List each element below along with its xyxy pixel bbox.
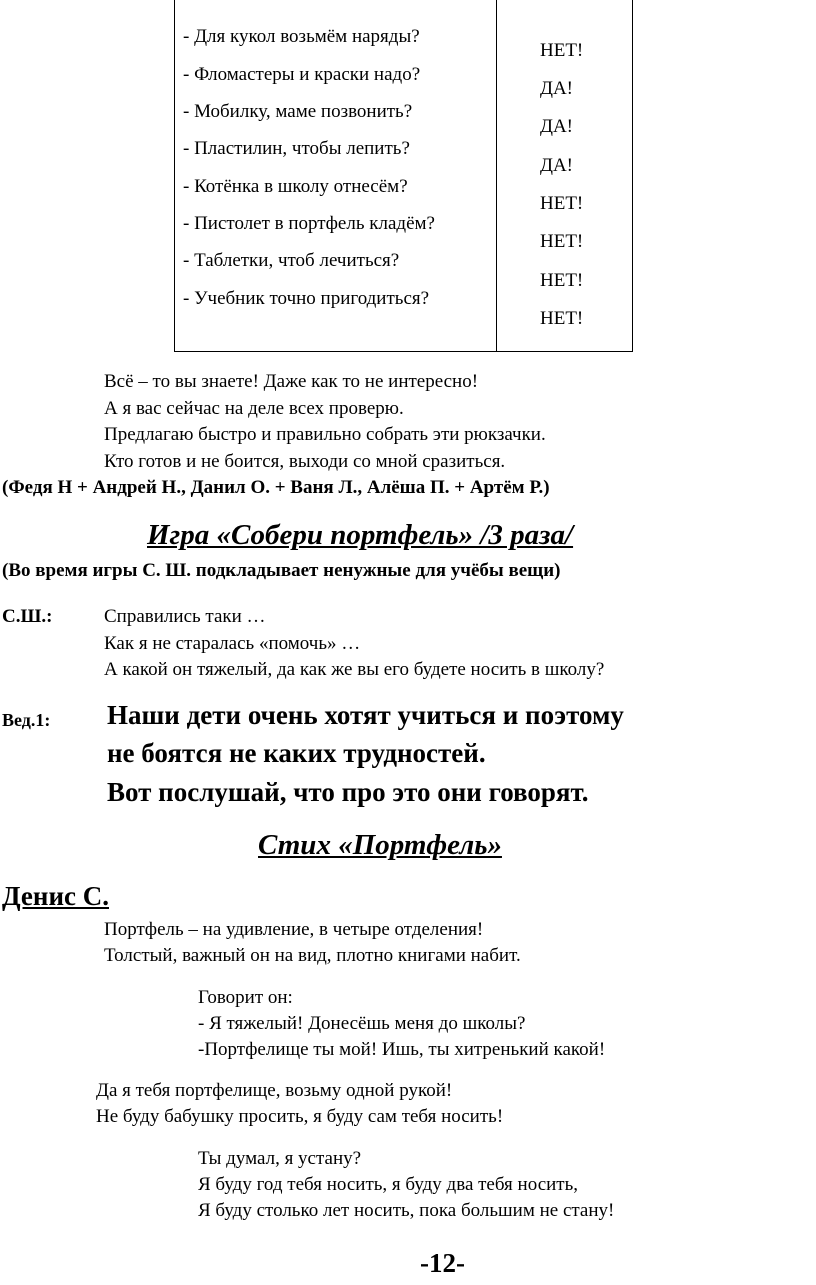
poem-line: Толстый, важный он на вид, плотно книгами набит. — [104, 945, 521, 966]
speaker-label: С.Ш.: — [2, 606, 53, 627]
game-title: Игра «Собери портфель» /3 раза/ — [147, 519, 574, 551]
intro-line: А я вас сейчас на деле всех проверю. — [104, 398, 404, 419]
poem-line: Не буду бабушку просить, я буду сам тебя носить! — [96, 1106, 504, 1127]
quiz-question: - Для кукол возьмём наряды? — [183, 26, 420, 47]
quiz-table — [174, 0, 633, 352]
quiz-question: - Пистолет в портфель кладём? — [183, 213, 435, 234]
game-note: (Во время игры С. Ш. подкладывает ненужные для учёбы вещи) — [2, 560, 561, 581]
quiz-answer: НЕТ! — [540, 193, 584, 214]
quiz-answer: НЕТ! — [540, 308, 584, 329]
speech-line: Справились таки … — [104, 606, 266, 627]
quiz-answer: НЕТ! — [540, 40, 584, 61]
speech-line: Как я не старалась «помочь» … — [104, 633, 361, 654]
poem-line: Я буду столько лет носить, пока большим не стану! — [198, 1200, 615, 1221]
speech-line: не боятся не каких трудностей. — [107, 738, 486, 768]
speech-line: Вот послушай, что про это они говорят. — [107, 777, 589, 807]
quiz-question: - Котёнка в школу отнесём? — [183, 176, 408, 197]
quiz-answer: ДА! — [540, 155, 574, 176]
speech-line: Наши дети очень хотят учиться и поэтому — [107, 700, 624, 730]
page-number: -12- — [420, 1248, 465, 1278]
quiz-question: - Мобилку, маме позвонить? — [183, 101, 413, 122]
poem-line: Говорит он: — [198, 987, 293, 1008]
intro-line: Кто готов и не боится, выходи со мной сразиться. — [104, 451, 506, 472]
reader-name: Денис С. — [2, 881, 109, 911]
quiz-question: - Пластилин, чтобы лепить? — [183, 138, 410, 159]
quiz-answer: НЕТ! — [540, 231, 584, 252]
table-divider — [496, 0, 497, 351]
poem-line: Ты думал, я устану? — [198, 1148, 362, 1169]
quiz-answer: НЕТ! — [540, 270, 584, 291]
poem-line: Я буду год тебя носить, я буду два тебя носить, — [198, 1174, 579, 1195]
poem-line: Да я тебя портфелище, возьму одной рукой! — [96, 1080, 453, 1101]
poem-line: Портфель – на удивление, в четыре отделения! — [104, 919, 484, 940]
participants-note: (Федя Н + Андрей Н., Данил О. + Ваня Л., Алёша П. + Артём Р.) — [2, 477, 550, 498]
speaker-label: Вед.1: — [2, 710, 51, 730]
quiz-question: - Фломастеры и краски надо? — [183, 64, 421, 85]
quiz-question: - Таблетки, чтоб лечиться? — [183, 250, 400, 271]
poem-title: Стих «Портфель» — [258, 829, 502, 861]
poem-line: - Я тяжелый! Донесёшь меня до школы? — [198, 1013, 526, 1034]
poem-line: -Портфелище ты мой! Ишь, ты хитренький какой! — [198, 1039, 606, 1060]
quiz-answer: ДА! — [540, 78, 574, 99]
quiz-question: - Учебник точно пригодиться? — [183, 288, 430, 309]
speech-line: А какой он тяжелый, да как же вы его будете носить в школу? — [104, 659, 605, 680]
intro-line: Всё – то вы знаете! Даже как то не интересно! — [104, 371, 479, 392]
quiz-answer: ДА! — [540, 116, 574, 137]
intro-line: Предлагаю быстро и правильно собрать эти рюкзачки. — [104, 424, 546, 445]
